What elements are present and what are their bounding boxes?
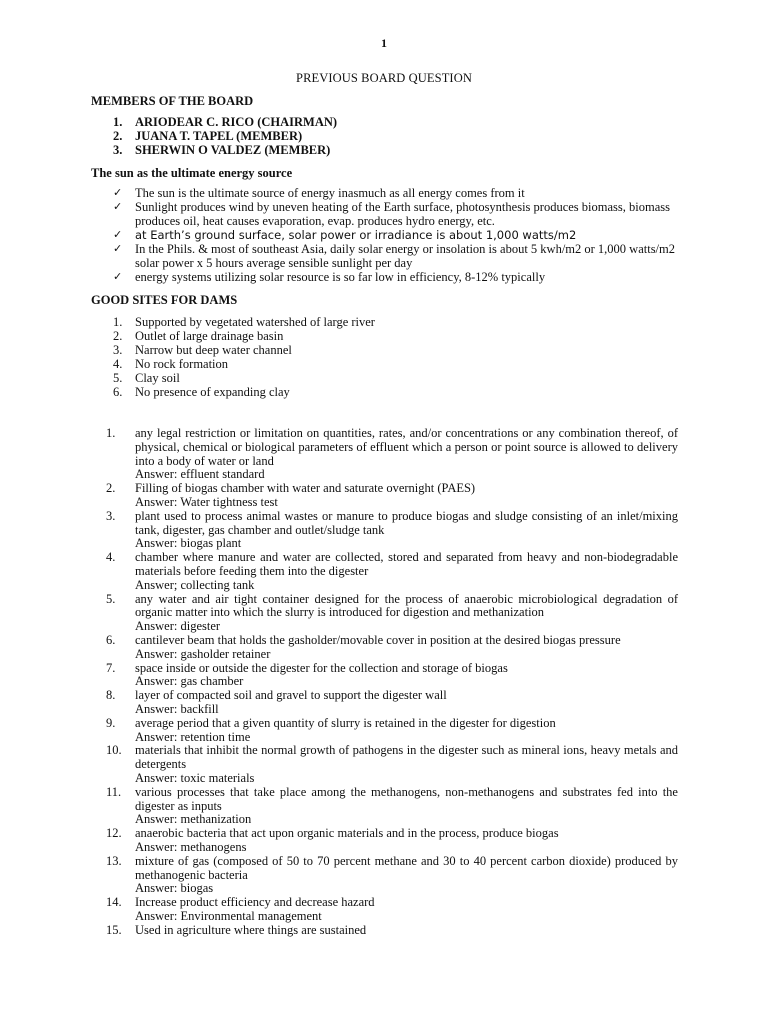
question-item: 3. plant used to process animal wastes or manure to produce biogas and sludge consisting of an inlet/mixing tank, digester, gas chamber and outlet/sludge tank Answer: biogas plant <box>106 508 678 551</box>
question-item: 4. chamber where manure and water are collected, stored and separated from heavy and non-biodegradable materials before feeding them into the digester Answer; collecting tank <box>106 550 678 592</box>
question-item: 5. any water and air tight container designed for the process of anaerobic microbiological degradation of organic matter into which the slurry is introduced for digestion and methanization Answer: digester <box>106 591 678 634</box>
checkmark-icon: ✓ <box>113 228 123 241</box>
answer: Answer: gas chamber <box>135 674 244 689</box>
list-item: 1. ARIODEAR C. RICO (CHAIRMAN) <box>113 115 338 129</box>
list-item: ✓ at Earth’s ground surface, solar power or irradiance is about 1,000 watts/m2 <box>113 228 577 242</box>
answer: Answer; collecting tank <box>135 577 255 592</box>
answer: Answer: gasholder retainer <box>135 646 271 661</box>
question-item: 10. materials that inhibit the normal growth of pathogens in the digester such as mineral ions, heavy metals and detergents Answer: toxic materials <box>106 743 678 785</box>
question-item: 14. Increase product efficiency and decrease hazard Answer: Environmental management <box>106 896 678 924</box>
answer: Answer: effluent standard <box>135 467 265 482</box>
list-item: 3. SHERWIN O VALDEZ (MEMBER) <box>113 143 331 157</box>
checkmark-icon: ✓ <box>113 200 123 213</box>
answer: Answer: biogas plant <box>135 536 242 551</box>
question-item: 12. anaerobic bacteria that act upon organic materials and in the process, produce biogas Answer: methanogens <box>106 827 678 855</box>
answer: Answer: biogas <box>135 881 214 896</box>
answer: Answer: toxic materials <box>135 770 255 785</box>
list-item: 1. Supported by vegetated watershed of large river <box>113 315 375 329</box>
list-item: 4. No rock formation <box>113 357 229 371</box>
page-number: 1 <box>381 36 387 50</box>
members-heading: MEMBERS OF THE BOARD <box>91 94 254 108</box>
list-item: 5. Clay soil <box>113 371 180 385</box>
list-item: ✓ energy systems utilizing solar resource is so far low in efficiency, 8-12% typically <box>113 270 546 284</box>
answer: Answer: digester <box>135 619 221 634</box>
question-item: 11. various processes that take place among the methanogens, non-methanogens and substrates fed into the digester as inputs Answer: methanization <box>106 784 678 827</box>
answer: Answer: methanogens <box>135 839 247 854</box>
checkmark-icon: ✓ <box>113 186 123 199</box>
checkmark-icon: ✓ <box>113 242 123 255</box>
dams-heading: GOOD SITES FOR DAMS <box>91 293 238 307</box>
question-item: 15. Used in agriculture where things are sustained <box>106 922 367 937</box>
list-item: 2. Outlet of large drainage basin <box>113 329 284 343</box>
checkmark-icon: ✓ <box>113 270 123 283</box>
page-title: PREVIOUS BOARD QUESTION <box>296 71 472 85</box>
question-list <box>106 427 678 937</box>
question-item: 1. any legal restriction or limitation on quantities, rates, and/or concentrations or any combination thereof, of physical, chemical or biological parameters of effluent which a person or point source is allowed to delivery into a body of water or land Answer: effluent standard <box>106 426 678 482</box>
dams-list <box>113 315 375 399</box>
sun-bullet-list <box>113 186 693 284</box>
answer: Answer: retention time <box>135 729 251 744</box>
list-item: ✓ Sunlight produces wind by uneven heating of the Earth surface, photosynthesis produces biomass, biomass produces oil, heat causes evaporation, evap. produces hydro energy, etc. <box>113 200 670 228</box>
answer: Answer: Water tightness test <box>135 494 278 509</box>
members-list <box>113 115 337 157</box>
list-item: 6. No presence of expanding clay <box>113 385 290 399</box>
answer: Answer: backfill <box>135 701 219 716</box>
question-item: 6. cantilever beam that holds the gasholder/movable cover in position at the desired biogas pressure Answer: gasholder retainer <box>106 634 678 662</box>
list-item: 2. JUANA T. TAPEL (MEMBER) <box>113 129 303 143</box>
question-item: 13. mixture of gas (composed of 50 to 70 percent methane and 30 to 40 percent carbon dioxide) produced by methanogenic bacteria Answer: biogas <box>106 853 678 896</box>
list-item: 3. Narrow but deep water channel <box>113 343 292 357</box>
question-item: 7. space inside or outside the digester for the collection and storage of biogas Answer: gas chamber <box>106 662 678 690</box>
answer: Answer: Environmental management <box>135 908 322 923</box>
list-item: ✓ The sun is the ultimate source of energy inasmuch as all energy comes from it <box>113 186 525 200</box>
list-item: ✓ In the Phils. & most of southeast Asia, daily solar energy or insolation is about 5 kwh/m2 or 1,000 watts/m2 solar power x 5 hours average sensible sunlight per day <box>113 242 676 270</box>
sun-heading: The sun as the ultimate energy source <box>91 166 293 180</box>
question-item: 8. layer of compacted soil and gravel to support the digester wall Answer: backfill <box>106 689 678 717</box>
question-item: 9. average period that a given quantity of slurry is retained in the digester for digestion Answer: retention time <box>106 717 678 745</box>
question-item: 2. Filling of biogas chamber with water and saturate overnight (PAES) Answer: Water tightness test <box>106 482 678 510</box>
answer: Answer: methanization <box>135 812 252 827</box>
